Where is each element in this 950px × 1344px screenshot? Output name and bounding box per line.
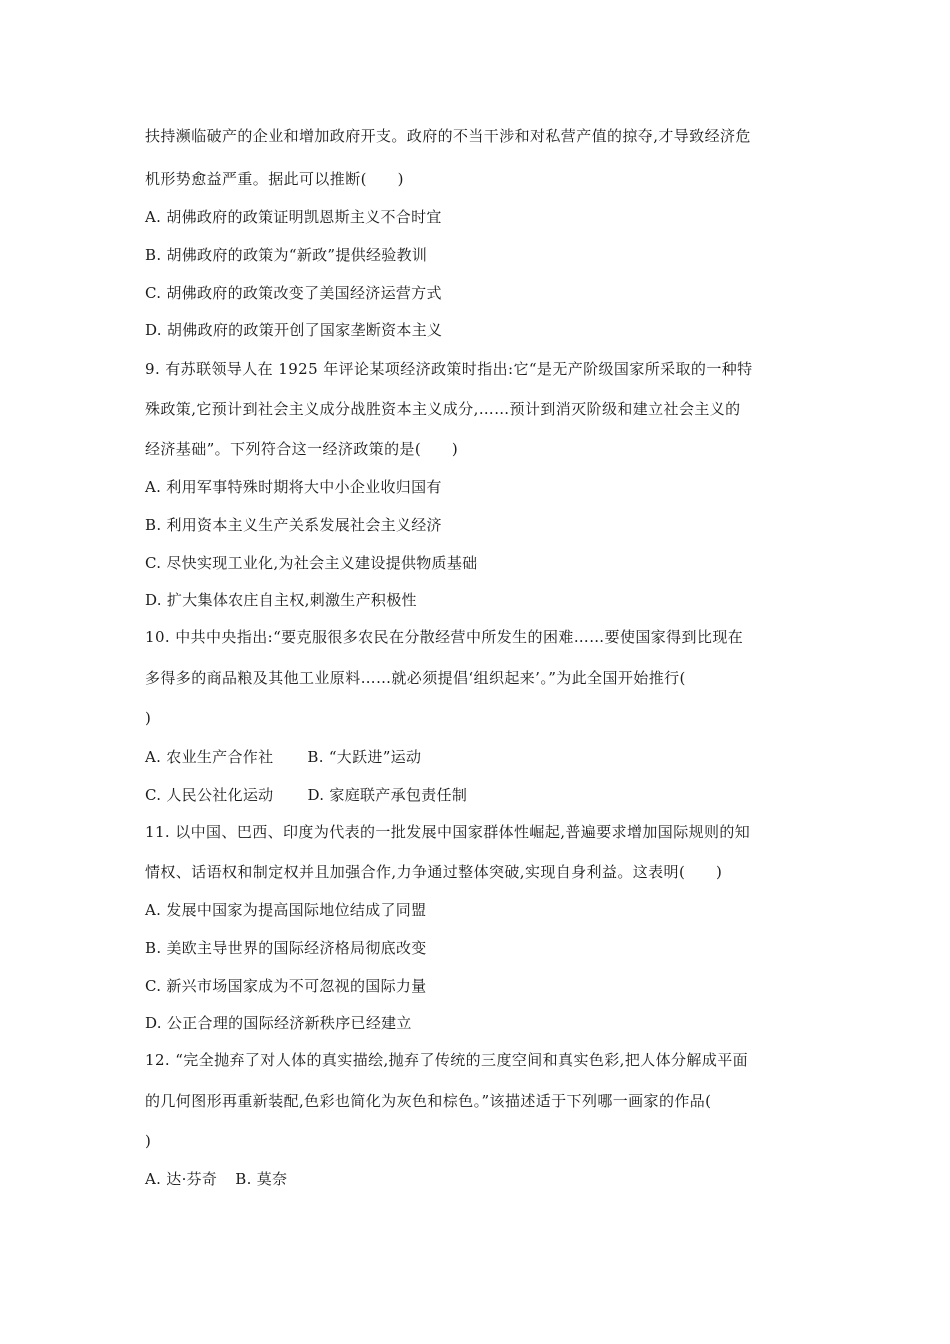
q8-option-c[interactable]: C. 胡佛政府的政策改变了美国经济运营方式 bbox=[145, 284, 442, 302]
q8-stem-line-1: 扶持濒临破产的企业和增加政府开支。政府的不当干涉和对私营产值的掠夺,才导致经济危 bbox=[145, 127, 751, 145]
q10-option-b[interactable]: B. “大跃进”运动 bbox=[307, 748, 422, 766]
q11-option-a[interactable]: A. 发展中国家为提高国际地位结成了同盟 bbox=[145, 901, 427, 919]
q11-option-d[interactable]: D. 公正合理的国际经济新秩序已经建立 bbox=[145, 1014, 412, 1032]
q9-option-b[interactable]: B. 利用资本主义生产关系发展社会主义经济 bbox=[145, 516, 442, 534]
q8-option-a[interactable]: A. 胡佛政府的政策证明凯恩斯主义不合时宜 bbox=[145, 208, 442, 226]
q10-stem-line-1: 10. 中共中央指出:“要克服很多农民在分散经营中所发生的困难……要使国家得到比现在 bbox=[145, 628, 744, 646]
q10-stem-line-2: 多得多的商品粮及其他工业原料……就必须提倡‘组织起来’。”为此全国开始推行( bbox=[145, 669, 686, 687]
q12-option-a[interactable]: A. 达·芬奇 bbox=[145, 1170, 218, 1188]
q12-stem-line-3: ) bbox=[145, 1132, 152, 1150]
q11-stem-line-1: 11. 以中国、巴西、印度为代表的一批发展中国家群体性崛起,普遍要求增加国际规则的知 bbox=[145, 823, 751, 841]
q10-options-row-2 bbox=[145, 785, 810, 805]
q12-stem-line-2: 的几何图形再重新装配,色彩也简化为灰色和棕色。”该描述适于下列哪一画家的作品( bbox=[145, 1092, 712, 1110]
q9-stem-line-3: 经济基础”。下列符合这一经济政策的是( ) bbox=[145, 440, 459, 458]
q9-option-a[interactable]: A. 利用军事特殊时期将大中小企业收归国有 bbox=[145, 478, 442, 496]
q9-option-c[interactable]: C. 尽快实现工业化,为社会主义建设提供物质基础 bbox=[145, 554, 478, 572]
q8-option-b[interactable]: B. 胡佛政府的政策为“新政”提供经验教训 bbox=[145, 246, 428, 264]
q9-option-d[interactable]: D. 扩大集体农庄自主权,刺激生产积极性 bbox=[145, 591, 417, 609]
q10-option-d[interactable]: D. 家庭联产承包责任制 bbox=[307, 786, 468, 804]
q8-stem-line-2: 机形势愈益严重。据此可以推断( ) bbox=[145, 170, 404, 188]
q11-stem-line-2: 情权、话语权和制定权并且加强合作,力争通过整体突破,实现自身利益。这表明( ) bbox=[145, 863, 723, 881]
q11-option-c[interactable]: C. 新兴市场国家成为不可忽视的国际力量 bbox=[145, 977, 427, 995]
q11-option-b[interactable]: B. 美欧主导世界的国际经济格局彻底改变 bbox=[145, 939, 427, 957]
q10-option-c[interactable]: C. 人民公社化运动 bbox=[145, 786, 274, 804]
q9-stem-line-1: 9. 有苏联领导人在 1925 年评论某项经济政策时指出:它“是无产阶级国家所采取的一种特 bbox=[145, 360, 753, 378]
q8-option-d[interactable]: D. 胡佛政府的政策开创了国家垄断资本主义 bbox=[145, 321, 443, 339]
q10-options-row-1 bbox=[145, 747, 810, 767]
q12-options-row-1 bbox=[145, 1169, 810, 1189]
q9-stem-line-2: 殊政策,它预计到社会主义成分战胜资本主义成分,……预计到消灭阶级和建立社会主义的 bbox=[145, 400, 741, 418]
q12-option-b[interactable]: B. 莫奈 bbox=[235, 1170, 288, 1188]
q10-option-a[interactable]: A. 农业生产合作社 bbox=[145, 748, 274, 766]
q10-stem-line-3: ) bbox=[145, 709, 152, 727]
q12-stem-line-1: 12. “完全抛弃了对人体的真实描绘,抛弃了传统的三度空间和真实色彩,把人体分解成平面 bbox=[145, 1051, 749, 1069]
